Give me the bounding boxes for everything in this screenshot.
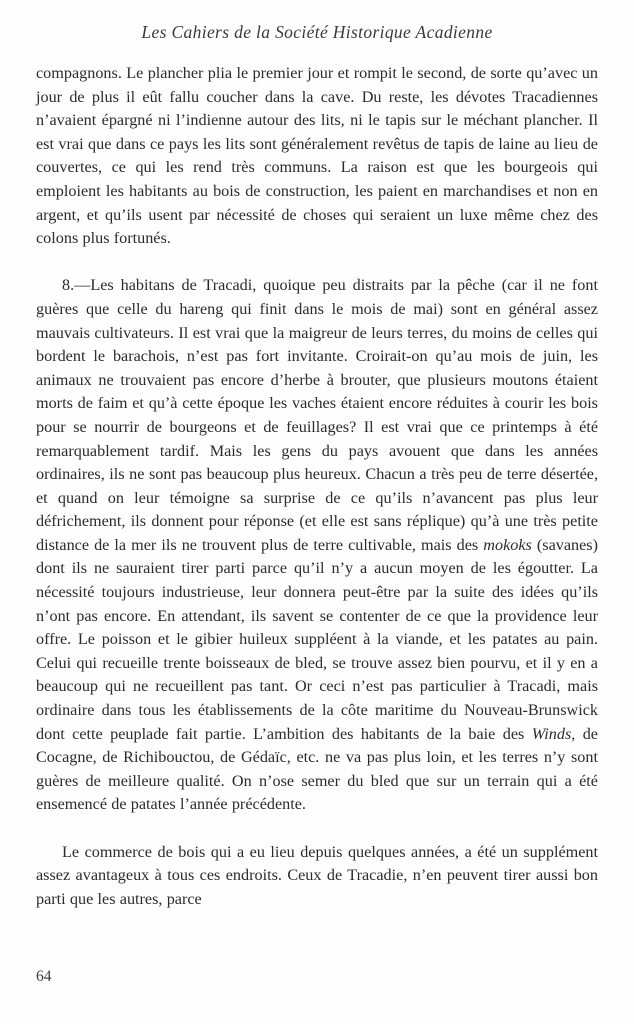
paragraph	[36, 62, 598, 251]
italic-term: Winds	[531, 724, 572, 743]
paragraph	[36, 274, 598, 817]
text-run: compagnons. Le plancher plia le premier jour et rompit le second, de sorte qu’avec un jour de plus il eût fallu coucher dans la cave. Du reste, les dévotes Tracadiennes n’avaient épargné ni l’indienne autour des lits, ni le tapis sur le méchant plancher. Il est vrai que dans ce pays les lits sont généralement revêtus de tapis de laine au lieu de couvertes, ce qui les rend très communs. La raison est que les bourgeois qui emploient les habitants au bois de construction, les paient en marchandises et non en argent, et qu’ils usent par nécessité de choses qui seraient un luxe même chez des colons plus fortunés.	[36, 64, 598, 248]
paragraph	[36, 841, 598, 912]
page-number: 64	[36, 968, 52, 985]
text-run: 8.—Les habitans de Tracadi, quoique peu distraits par la pêche (car il ne font guères que celle du hareng qui finit dans le mois de mai) sont en général assez mauvais cultivateurs. Il est vrai que la maigreur de leurs terres, du moins de celles qui bordent le barachois, n’est pas fort invitante. Croirait-on qu’au mois de juin, les animaux ne trouvaient pas encore d’herbe à brouter, que plusieurs moutons étaient morts de faim et qu’à cette époque les vaches étaient encore réduites à courir les bois pour se nourrir de bourgeons et de feuillages? Il est vrai que ce printemps à été remarquablement tardif. Mais les gens du pays avouent que dans les années ordinaires, ils ne sont pas beaucoup plus heureux. Chacun a très peu de terre désertée, et quand on leur témoigne sa surprise de ce qu’ils n’avancent pas plus leur défrichement, ils donnent pour réponse (et elle est sans réplique) qu’à une très petite distance de la mer ils ne trouvent plus de terre cultivable, mais des	[36, 276, 598, 554]
body-text-column	[36, 62, 598, 911]
running-head: Les Cahiers de la Société Historique Acadienne	[141, 22, 493, 42]
text-run: (savanes) dont ils ne sauraient tirer parti parce qu’il n’y a aucun moyen de les égoutter. La nécessité toujours industrieuse, leur donnera peut-être par la suite des idées qu’ils n’ont pas encore. En attendant, ils savent se contenter de ce que la providence leur offre. Le poisson et le gibier huileux suppléent à la viande, et les patates au pain. Celui qui recueille trente boisseaux de bled, se trouve assez bien pourvu, et il y en a beaucoup qui ne recueillent pas tant. Or ceci n’est pas particulier à Tracadi, mais ordinaire dans tous les établissements de la côte maritime du Nouveau-Brunswick dont cette peuplade fait partie. L’ambition des habitants de la baie des	[36, 535, 599, 743]
text-run: , de Cocagne, de Richibouctou, de Gédaïc, etc. ne va pas plus loin, et les terres n’y sont guères de meilleure qualité. On n’ose semer du bled que sur un terrain qui a été ensemencé de patates l’année précédente.	[36, 724, 598, 814]
text-run: Le commerce de bois qui a eu lieu depuis quelques années, a été un supplément assez avantageux à tous ces endroits. Ceux de Tracadie, n’en peuvent tirer aussi bon parti que les autres, parce	[36, 842, 598, 908]
italic-term: mokoks	[483, 535, 532, 554]
